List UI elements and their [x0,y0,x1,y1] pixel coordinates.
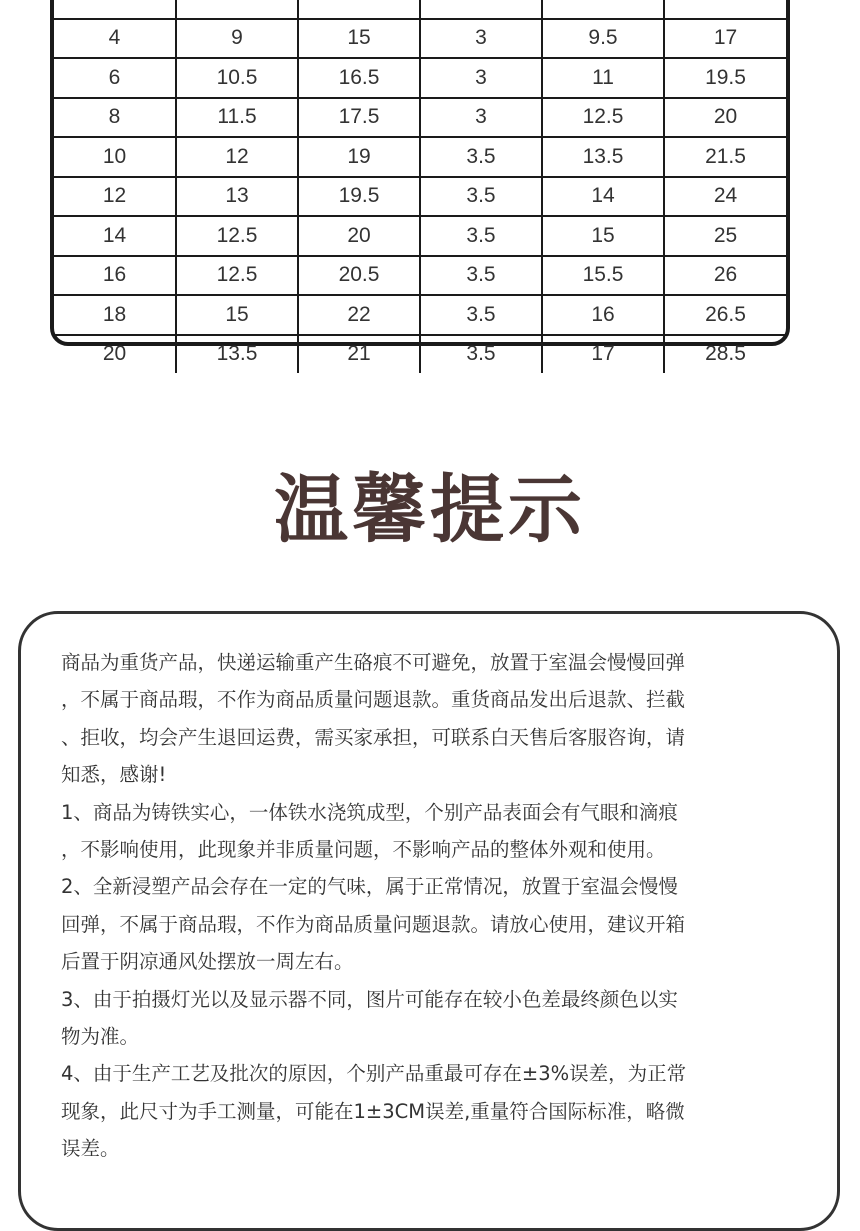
table-cell: 6 [54,58,176,98]
table-cell: 17 [542,335,664,374]
notice-line: 后置于阴凉通风处摆放一周左右。 [61,950,354,974]
table-cell: 16.5 [298,58,420,98]
table-cell: 22 [298,295,420,335]
table-cell: 25 [664,216,786,256]
table-cell: 9 [176,19,298,59]
notice-line: ，不属于商品瑕，不作为商品质量问题退款。重货商品发出后退款、拦截 [61,688,686,712]
table-cell: 21.5 [664,137,786,177]
table-cell: 20 [298,216,420,256]
table-cell: 26 [664,256,786,296]
table-row [54,19,786,59]
notice-line: 、拒收，均会产生退回运费，需买家承担，可联系白天售后客服咨询，请 [61,725,686,749]
table-row [54,177,786,217]
table-cell: 12.5 [176,216,298,256]
table-cell: 15 [542,216,664,256]
table-cell: 16 [54,256,176,296]
table-cell: 3 [420,19,542,59]
table-cell: 3.5 [420,216,542,256]
table-cell: 3.5 [420,256,542,296]
notice-line: 2、全新浸塑产品会存在一定的气味，属于正常情况，放置于室温会慢慢 [61,875,678,899]
notice-line: 1、商品为铸铁实心，一体铁水浇筑成型，个别产品表面会有气眼和滴痕 [61,800,678,824]
notice-text [61,644,806,1168]
notice-line: 回弹，不属于商品瑕，不作为商品质量问题退款。请放心使用，建议开箱 [61,912,686,936]
table-cell: 10.5 [176,58,298,98]
table-cell: 24 [664,177,786,217]
table-row [54,216,786,256]
table-cell: 13 [176,177,298,217]
table-cell: 17.5 [298,98,420,138]
table-cell: 3.5 [420,137,542,177]
table-cell: 10 [54,137,176,177]
table-cell: 8 [54,98,176,138]
notice-line: ，不影响使用，此现象并非质量问题，不影响产品的整体外观和使用。 [61,838,666,862]
table-cell: 15 [298,19,420,59]
table-cell: 19.5 [664,58,786,98]
notice-box [18,611,840,1231]
table-cell: 3.5 [420,177,542,217]
table-cell: 28.5 [664,335,786,374]
table-cell: 3.5 [420,295,542,335]
table-cell: 3 [420,98,542,138]
table-cell: 20.5 [298,256,420,296]
table-cell: 17 [664,19,786,59]
table-cell: 15.5 [542,256,664,296]
table-cell: 12.5 [176,256,298,296]
table-cell: 21 [298,335,420,374]
table-row [54,256,786,296]
table-row [54,137,786,177]
table-cell: 12 [54,177,176,217]
table-cell: 19.5 [298,177,420,217]
table-cell: 20 [664,98,786,138]
notice-line: 误差。 [61,1137,120,1161]
notice-line: 商品为重货产品，快递运输重产生硌痕不可避免，放置于室温会慢慢回弹 [61,651,686,674]
table-cell: 16 [542,295,664,335]
table-cell: 12.5 [542,98,664,138]
notice-line: 3、由于拍摄灯光以及显示器不同，图片可能存在较小色差最终颜色以实 [61,987,678,1011]
table-cell: 13.5 [176,335,298,374]
table-cell: 18 [54,295,176,335]
notice-line: 物为准。 [61,1025,140,1049]
notice-title: 温馨提示 [274,467,586,553]
notice-line: 知悉，感谢! [61,763,167,787]
table-cell: 15 [176,295,298,335]
table-cell: 14 [542,177,664,217]
table-cell: 11 [542,58,664,98]
table-cell: 13.5 [542,137,664,177]
table-row [54,335,786,374]
table-cell: 3 [420,58,542,98]
table-cell: 19 [298,137,420,177]
table-cell: 9.5 [542,19,664,59]
notice-line: 现象，此尺寸为手工测量，可能在1±3CM误差,重量符合国际标准，略微 [61,1099,685,1123]
table-cell: 3.5 [420,335,542,374]
table-cell: 26.5 [664,295,786,335]
table-cell: 12 [176,137,298,177]
size-table [50,0,790,366]
table-row [54,98,786,138]
table-cell: 11.5 [176,98,298,138]
table-cell: 20 [54,335,176,374]
table-row [54,58,786,98]
table-cell: 4 [54,19,176,59]
table-row-header-cutoff [54,0,786,19]
table-row [54,295,786,335]
notice-line: 4、由于生产工艺及批次的原因，个别产品重最可存在±3%误差，为正常 [61,1062,687,1086]
table-cell: 14 [54,216,176,256]
